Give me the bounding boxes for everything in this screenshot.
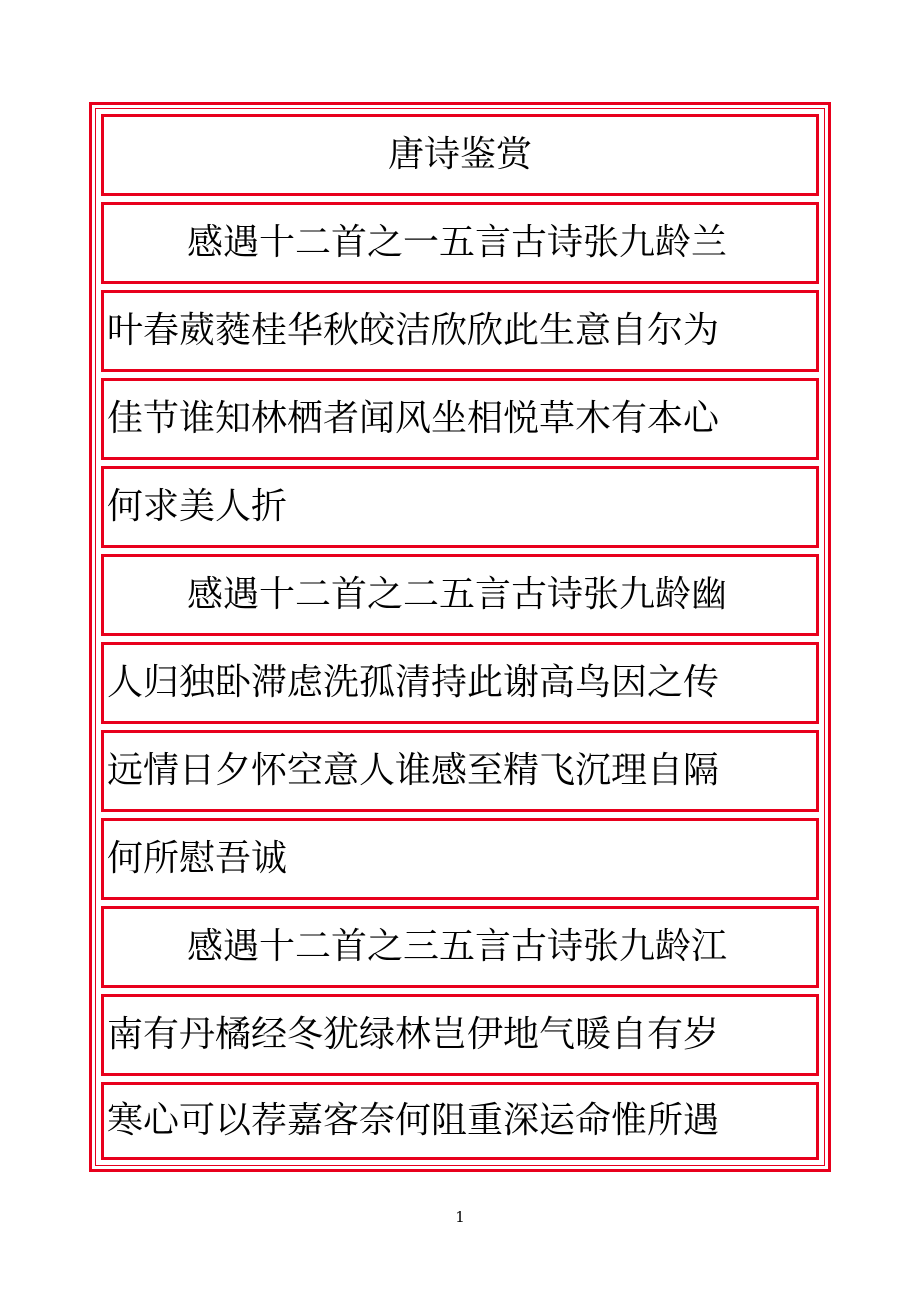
- poem-line: 南有丹橘经冬犹绿林岂伊地气暖自有岁: [107, 1014, 720, 1055]
- page-number: 1: [455, 1208, 465, 1226]
- table-row: [101, 730, 819, 812]
- poem-line: 何求美人折: [107, 486, 288, 527]
- poem-line: 感遇十二首之一五言古诗张九龄兰: [187, 222, 728, 263]
- table-row: [101, 1082, 819, 1160]
- table-row: [101, 642, 819, 724]
- poem-line: 感遇十二首之三五言古诗张九龄江: [187, 926, 728, 967]
- poem-line: 感遇十二首之二五言古诗张九龄幽: [187, 574, 728, 615]
- document-title: 唐诗鉴赏: [387, 134, 532, 175]
- poem-line: 何所慰吾诚: [107, 838, 288, 879]
- table-row: [101, 818, 819, 900]
- poem-line: 人归独卧滞虑洗孤清持此谢高鸟因之传: [107, 662, 720, 703]
- poem-line: 佳节谁知林栖者闻风坐相悦草木有本心: [107, 398, 720, 439]
- table-row: [101, 466, 819, 548]
- poem-line: 远情日夕怀空意人谁感至精飞沉理自隔: [107, 750, 720, 791]
- poem-line: 叶春葳蕤桂华秋皎洁欣欣此生意自尔为: [107, 310, 720, 351]
- table-row: [101, 906, 819, 988]
- table-row: [101, 554, 819, 636]
- title-row: [101, 114, 819, 196]
- poem-table: [101, 114, 819, 1160]
- poem-line: 寒心可以荐嘉客奈何阻重深运命惟所遇: [107, 1100, 720, 1141]
- table-row: [101, 202, 819, 284]
- table-row: [101, 378, 819, 460]
- table-row: [101, 994, 819, 1076]
- table-row: [101, 290, 819, 372]
